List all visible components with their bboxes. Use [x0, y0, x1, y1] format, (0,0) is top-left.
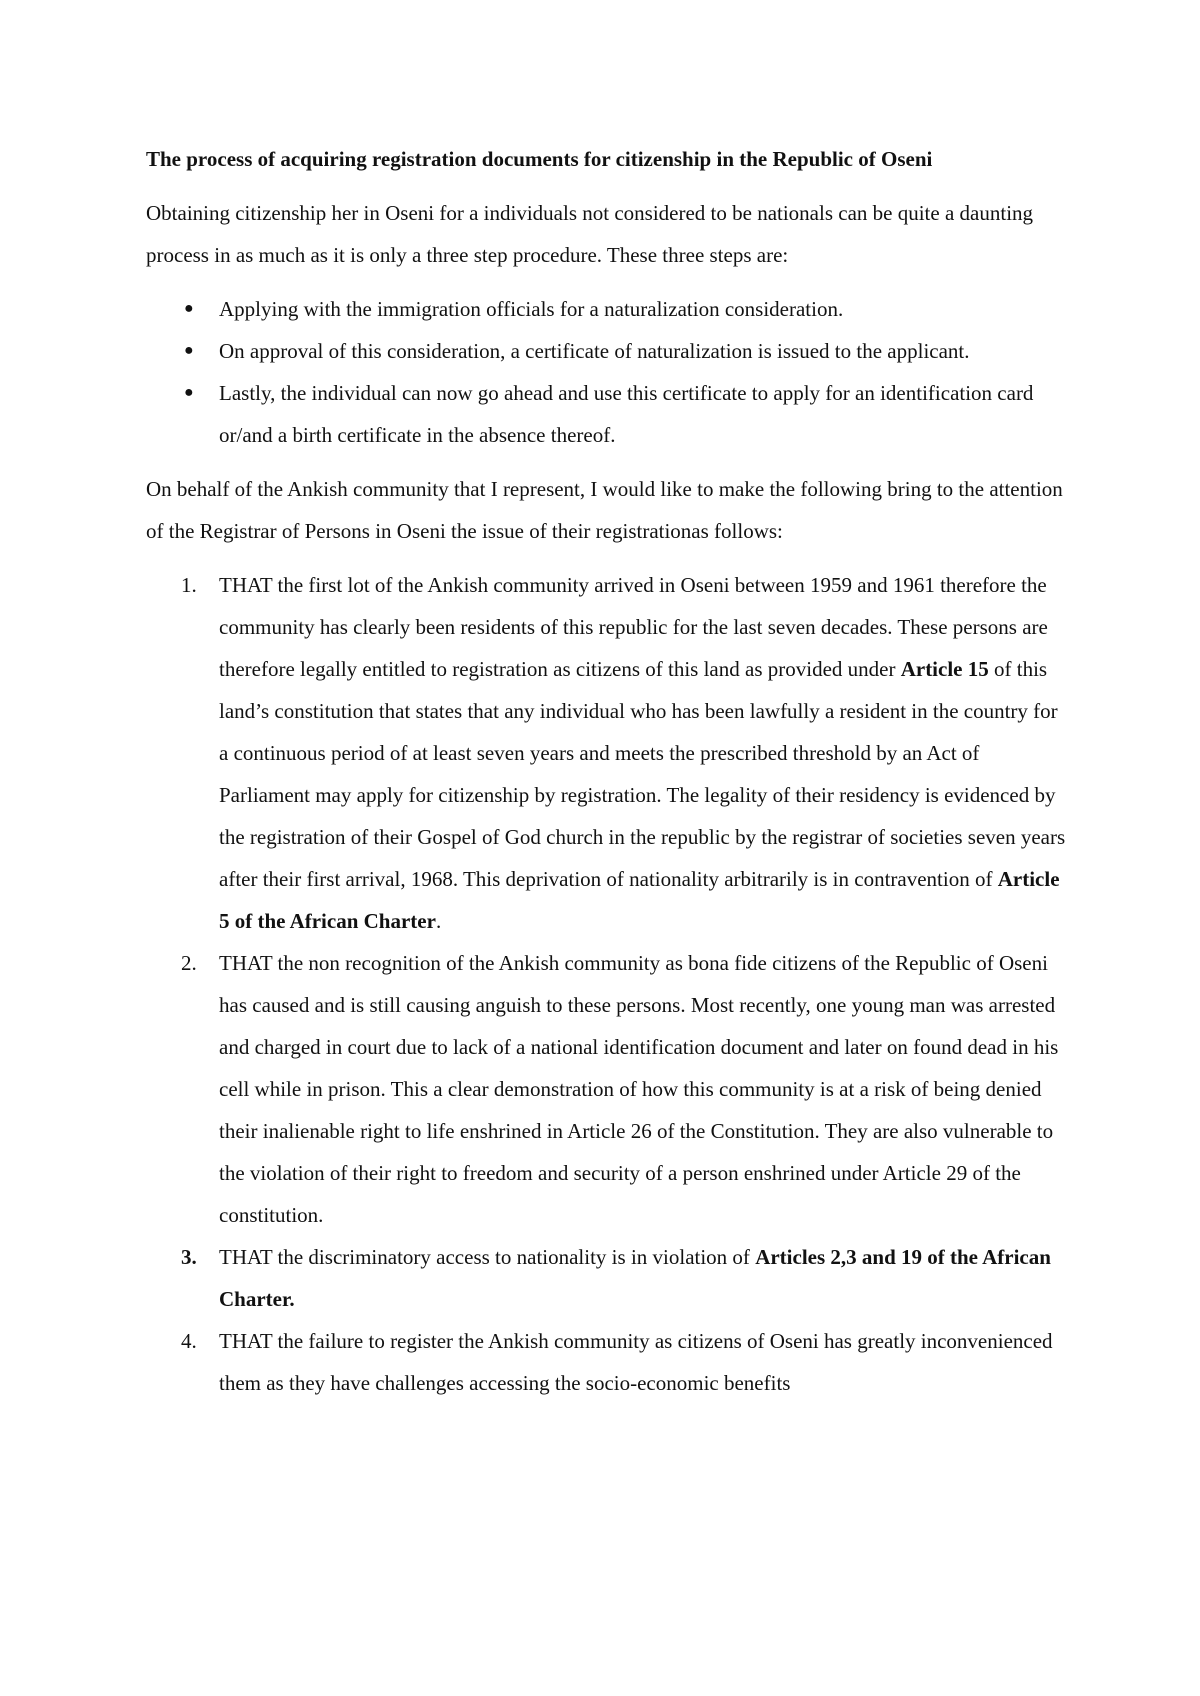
points-list [146, 564, 1066, 1404]
item-number: 2. [181, 951, 197, 975]
representation-paragraph: On behalf of the Ankish community that I represent, I would like to make the following bring to the attention of the Registrar of Persons in Oseni the issue of their registrationas follows: [146, 477, 1063, 543]
bold-reference: Articles 2,3 and 19 of the African Charter. [219, 1245, 1051, 1311]
point-text: THAT the failure to register the Ankish community as citizens of Oseni has greatly inconvenienced them as they have challenges accessing the socio-economic benefits [219, 1329, 1053, 1395]
list-item [146, 564, 1066, 942]
list-item [146, 1236, 1066, 1320]
list-item [146, 1320, 1066, 1404]
list-item [146, 288, 1066, 330]
bold-reference: Article 15 [900, 657, 989, 681]
item-number: 4. [181, 1329, 197, 1353]
item-number: 1. [181, 573, 197, 597]
bullet-icon: ● [184, 384, 194, 401]
list-item [146, 330, 1066, 372]
step-text: Applying with the immigration officials for a naturalization consideration. [219, 297, 844, 321]
document-page [146, 138, 1066, 1404]
intro-paragraph: Obtaining citizenship her in Oseni for a individuals not considered to be nationals can be quite a daunting process in as much as it is only a three step procedure. These three steps are: [146, 201, 1034, 267]
bullet-icon: ● [184, 300, 194, 317]
bold-reference: Article 5 of the African Charter [219, 867, 1060, 933]
item-number: 3. [181, 1245, 197, 1269]
steps-list [146, 288, 1066, 456]
point-text: THAT the first lot of the Ankish community arrived in Oseni between 1959 and 1961 therefore the community has clearly been residents of this republic for the last seven decades. These persons are therefore legally entitled to registration as citizens of this land as provided under Article 15 of this land’s constitution that states that any individual who has been lawfully a resident in the country for a continuous period of at least seven years and meets the prescribed threshold by an Act of Parliament may apply for citizenship by registration. The legality of their residency is evidenced by the registration of their Gospel of God church in the republic by the registrar of societies seven years after their first arrival, 1968. This deprivation of nationality arbitrarily is in contravention of Article 5 of the African Charter. [219, 573, 1066, 933]
list-item [146, 942, 1066, 1236]
step-text: Lastly, the individual can now go ahead and use this certificate to apply for an identification card or/and a birth certificate in the absence thereof. [219, 381, 1034, 447]
list-item [146, 372, 1066, 456]
point-text: THAT the discriminatory access to nationality is in violation of Articles 2,3 and 19 of the African Charter. [219, 1245, 1051, 1311]
point-text: THAT the non recognition of the Ankish community as bona fide citizens of the Republic of Oseni has caused and is still causing anguish to these persons. Most recently, one young man was arrested and charged in court due to lack of a national identification document and later on found dead in his cell while in prison. This a clear demonstration of how this community is at a risk of being denied their inalienable right to life enshrined in Article 26 of the Constitution. They are also vulnerable to the violation of their right to freedom and security of a person enshrined under Article 29 of the constitution. [219, 951, 1059, 1227]
document-title: The process of acquiring registration documents for citizenship in the Republic of Oseni [146, 147, 933, 171]
bullet-icon: ● [184, 342, 194, 359]
step-text: On approval of this consideration, a certificate of naturalization is issued to the applicant. [219, 339, 970, 363]
